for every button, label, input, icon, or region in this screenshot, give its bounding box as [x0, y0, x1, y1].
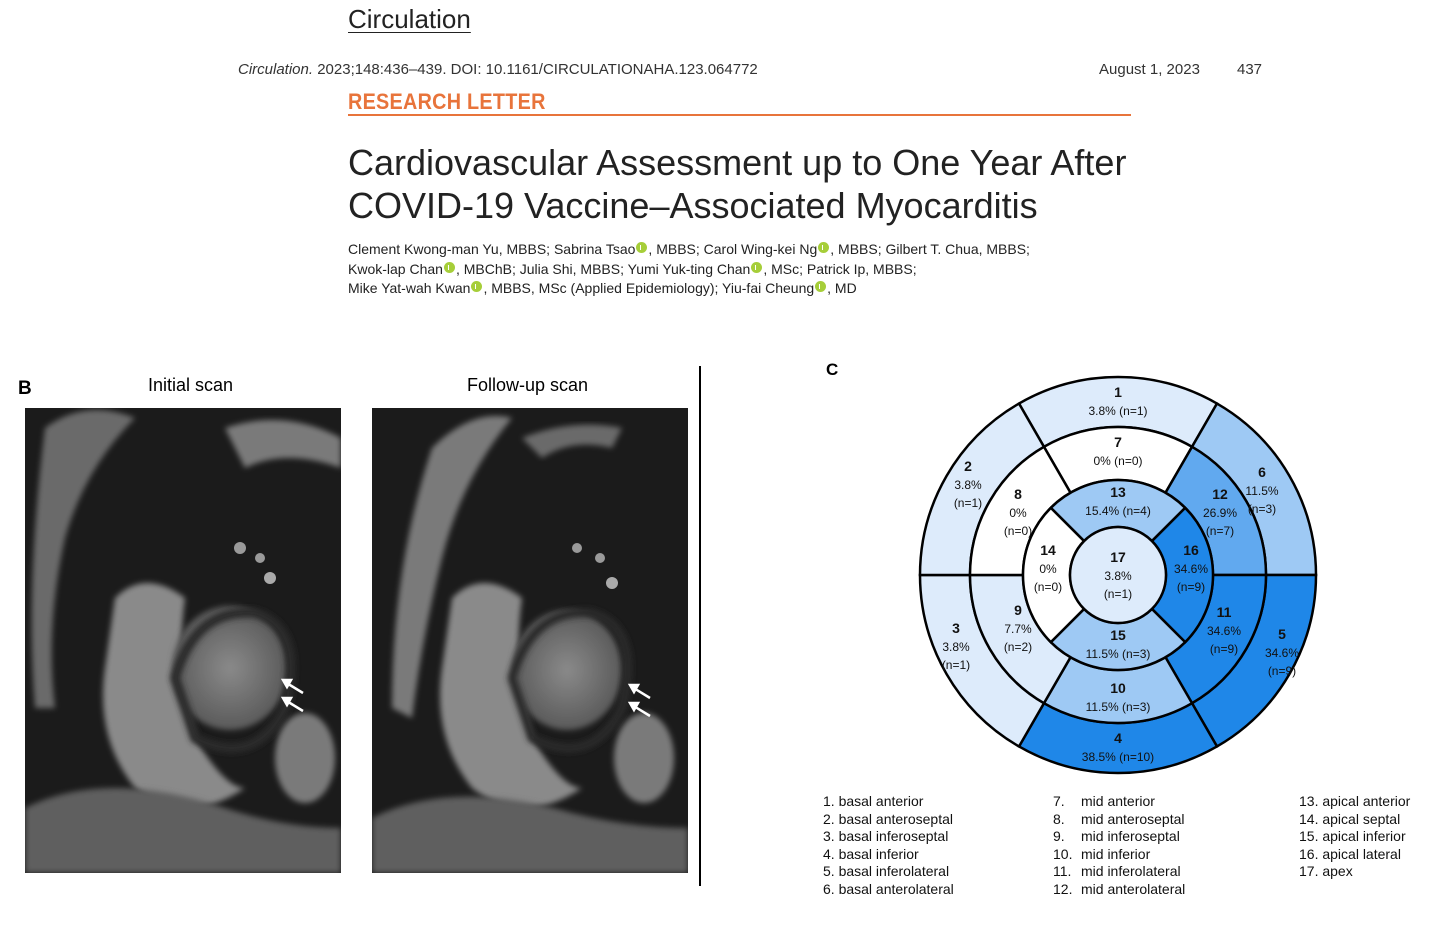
legend-column-1 [823, 793, 954, 898]
initial-scan-drawing [25, 408, 341, 873]
legend-num: 12. [1053, 880, 1073, 897]
legend-text: mid inferior [1081, 845, 1151, 862]
segment-percent-8: 0% [1009, 506, 1027, 520]
author-text: Kwok-lap Chan [348, 260, 443, 277]
citation-line [238, 61, 758, 78]
segment-percent-9: 7.7% [1004, 622, 1032, 636]
segment-count-6: (n=3) [1247, 502, 1277, 516]
author-line-3 [348, 279, 1048, 299]
segment-percent-5: 34.6% [1264, 646, 1300, 660]
article-title [348, 141, 1168, 227]
legend-column-3 [1299, 793, 1410, 881]
legend-item [1053, 863, 1185, 881]
segment-number-2: 2 [964, 458, 972, 474]
segment-percent-12: 26.9% [1202, 506, 1238, 520]
legend-item [1053, 828, 1185, 846]
segment-percent-17: 3.8% [1104, 569, 1132, 583]
legend-text: mid anterolateral [1081, 880, 1186, 897]
segment-count-11: (n=9) [1209, 642, 1239, 656]
followup-scan-image [372, 408, 688, 873]
segment-percent-16: 34.6% [1173, 562, 1209, 576]
orcid-icon[interactable] [818, 242, 829, 253]
bullseye-plot [900, 375, 1336, 775]
legend-item: 3. basal inferoseptal [823, 828, 949, 844]
legend-num: 9. [1053, 828, 1065, 844]
segment-percent-14: 0% [1039, 562, 1057, 576]
citation-details: 2023;148:436–439. DOI: 10.1161/CIRCULATIONAHA.123.064772 [313, 61, 758, 78]
legend-item: 2. basal anteroseptal [823, 810, 953, 827]
orcid-icon[interactable] [471, 281, 482, 292]
author-text: , MSc; Patrick Ip, MBBS; [763, 260, 917, 277]
legend-num: 11. [1053, 863, 1072, 879]
segment-number-5: 5 [1278, 626, 1286, 642]
orcid-icon[interactable] [444, 262, 455, 273]
orcid-icon[interactable] [636, 242, 647, 253]
legend-item [1053, 881, 1185, 899]
legend-item: 6. basal anterolateral [823, 880, 954, 897]
segment-number-12: 12 [1212, 486, 1228, 502]
legend-item: 15. apical inferior [1299, 828, 1406, 844]
segment-number-16: 16 [1183, 542, 1199, 558]
panel-divider [699, 366, 701, 886]
legend-item [1053, 793, 1185, 811]
journal-name[interactable]: Circulation [348, 4, 471, 34]
author-text: , MBBS; Carol Wing-kei Ng [648, 241, 818, 257]
segment-number-8: 8 [1014, 486, 1022, 502]
segment-percent-11: 34.6% [1206, 624, 1242, 638]
segment-number-9: 9 [1014, 602, 1022, 618]
segment-number-11: 11 [1216, 604, 1232, 620]
author-text: , MBChB; Julia Shi, MBBS; Yumi Yuk-ting Chan [455, 260, 751, 277]
panel-b-label: B [18, 378, 32, 399]
legend-item: 14. apical septal [1299, 810, 1401, 827]
segment-percent-15: 11.5% (n=3) [1085, 647, 1151, 661]
legend-column-2 [1053, 793, 1185, 898]
segment-number-4: 4 [1114, 730, 1122, 746]
legend-text: mid anteroseptal [1081, 810, 1185, 827]
segment-percent-10: 11.5% (n=3) [1085, 700, 1151, 714]
segment-percent-7: 0% (n=0) [1093, 454, 1143, 468]
segment-percent-3: 3.8% [942, 640, 970, 654]
author-text: Clement Kwong-man Yu, MBBS; Sabrina Tsao [348, 241, 636, 257]
legend-item: 13. apical anterior [1299, 793, 1411, 809]
legend-text: mid inferolateral [1081, 863, 1181, 879]
legend-item: 5. basal inferolateral [823, 863, 950, 879]
legend-num: 7. [1053, 793, 1065, 809]
initial-scan-image [25, 408, 341, 873]
segment-count-16: (n=9) [1176, 580, 1206, 594]
legend-text: mid anterior [1081, 793, 1155, 809]
legend-item: 16. apical lateral [1299, 845, 1401, 862]
segment-number-14: 14 [1040, 542, 1056, 558]
legend-item [1053, 846, 1185, 864]
followup-scan-drawing [372, 408, 688, 873]
segment-count-9: (n=2) [1003, 640, 1033, 654]
legend-item: 17. apex [1299, 863, 1353, 879]
segment-count-5: (n=9) [1267, 664, 1297, 678]
orcid-icon[interactable] [751, 262, 762, 273]
author-text: , MBBS, MSc (Applied Epidemiology); Yiu-fai Cheung [483, 280, 815, 296]
author-text: , MD [827, 280, 857, 296]
author-text: , MBBS; Gilbert T. Chua, MBBS; [830, 241, 1030, 257]
panel-c-label: C [826, 360, 839, 379]
segment-percent-4: 38.5% (n=10) [1081, 750, 1155, 764]
title-line-2: COVID-19 Vaccine–Associated Myocarditis [348, 185, 1038, 226]
followup-scan-label: Follow-up scan [467, 375, 589, 395]
title-line-1: Cardiovascular Assessment up to One Year After [348, 142, 1127, 183]
author-line-2 [348, 260, 1048, 280]
citation-journal: Circulation. [238, 61, 314, 78]
legend-num: 8. [1053, 810, 1065, 827]
segment-number-7: 7 [1114, 434, 1122, 450]
publication-date: August 1, 2023 [1099, 61, 1200, 78]
segment-number-15: 15 [1110, 627, 1126, 643]
segment-number-1: 1 [1114, 384, 1122, 400]
segment-number-17: 17 [1110, 549, 1126, 565]
segment-number-6: 6 [1258, 464, 1266, 480]
author-line-1 [348, 240, 1048, 260]
author-list [348, 240, 1048, 299]
segment-percent-13: 15.4% (n=4) [1085, 504, 1151, 518]
initial-scan-label: Initial scan [148, 375, 234, 395]
legend-item: 4. basal inferior [823, 845, 919, 862]
segment-number-10: 10 [1110, 680, 1126, 696]
legend-item [1053, 811, 1185, 829]
segment-count-12: (n=7) [1205, 524, 1235, 538]
page-number: 437 [1237, 61, 1263, 78]
segment-count-14: (n=0) [1033, 580, 1063, 594]
segment-count-8: (n=0) [1003, 524, 1033, 538]
legend-text: mid inferoseptal [1081, 828, 1180, 844]
legend-item: 1. basal anterior [823, 793, 924, 809]
segment-percent-2: 3.8% [954, 478, 982, 492]
section-rule [348, 114, 1131, 116]
segment-count-3: (n=1) [941, 658, 971, 672]
legend-num: 10. [1053, 845, 1073, 862]
segment-count-17: (n=1) [1103, 587, 1133, 601]
segment-count-2: (n=1) [953, 496, 983, 510]
segment-number-13: 13 [1110, 484, 1126, 500]
orcid-icon[interactable] [815, 281, 826, 292]
segment-percent-1: 3.8% (n=1) [1088, 404, 1148, 418]
segment-number-3: 3 [952, 620, 960, 636]
author-text: Mike Yat-wah Kwan [348, 280, 471, 296]
segment-percent-6: 11.5% [1245, 484, 1279, 498]
section-label: RESEARCH LETTER [348, 89, 546, 114]
